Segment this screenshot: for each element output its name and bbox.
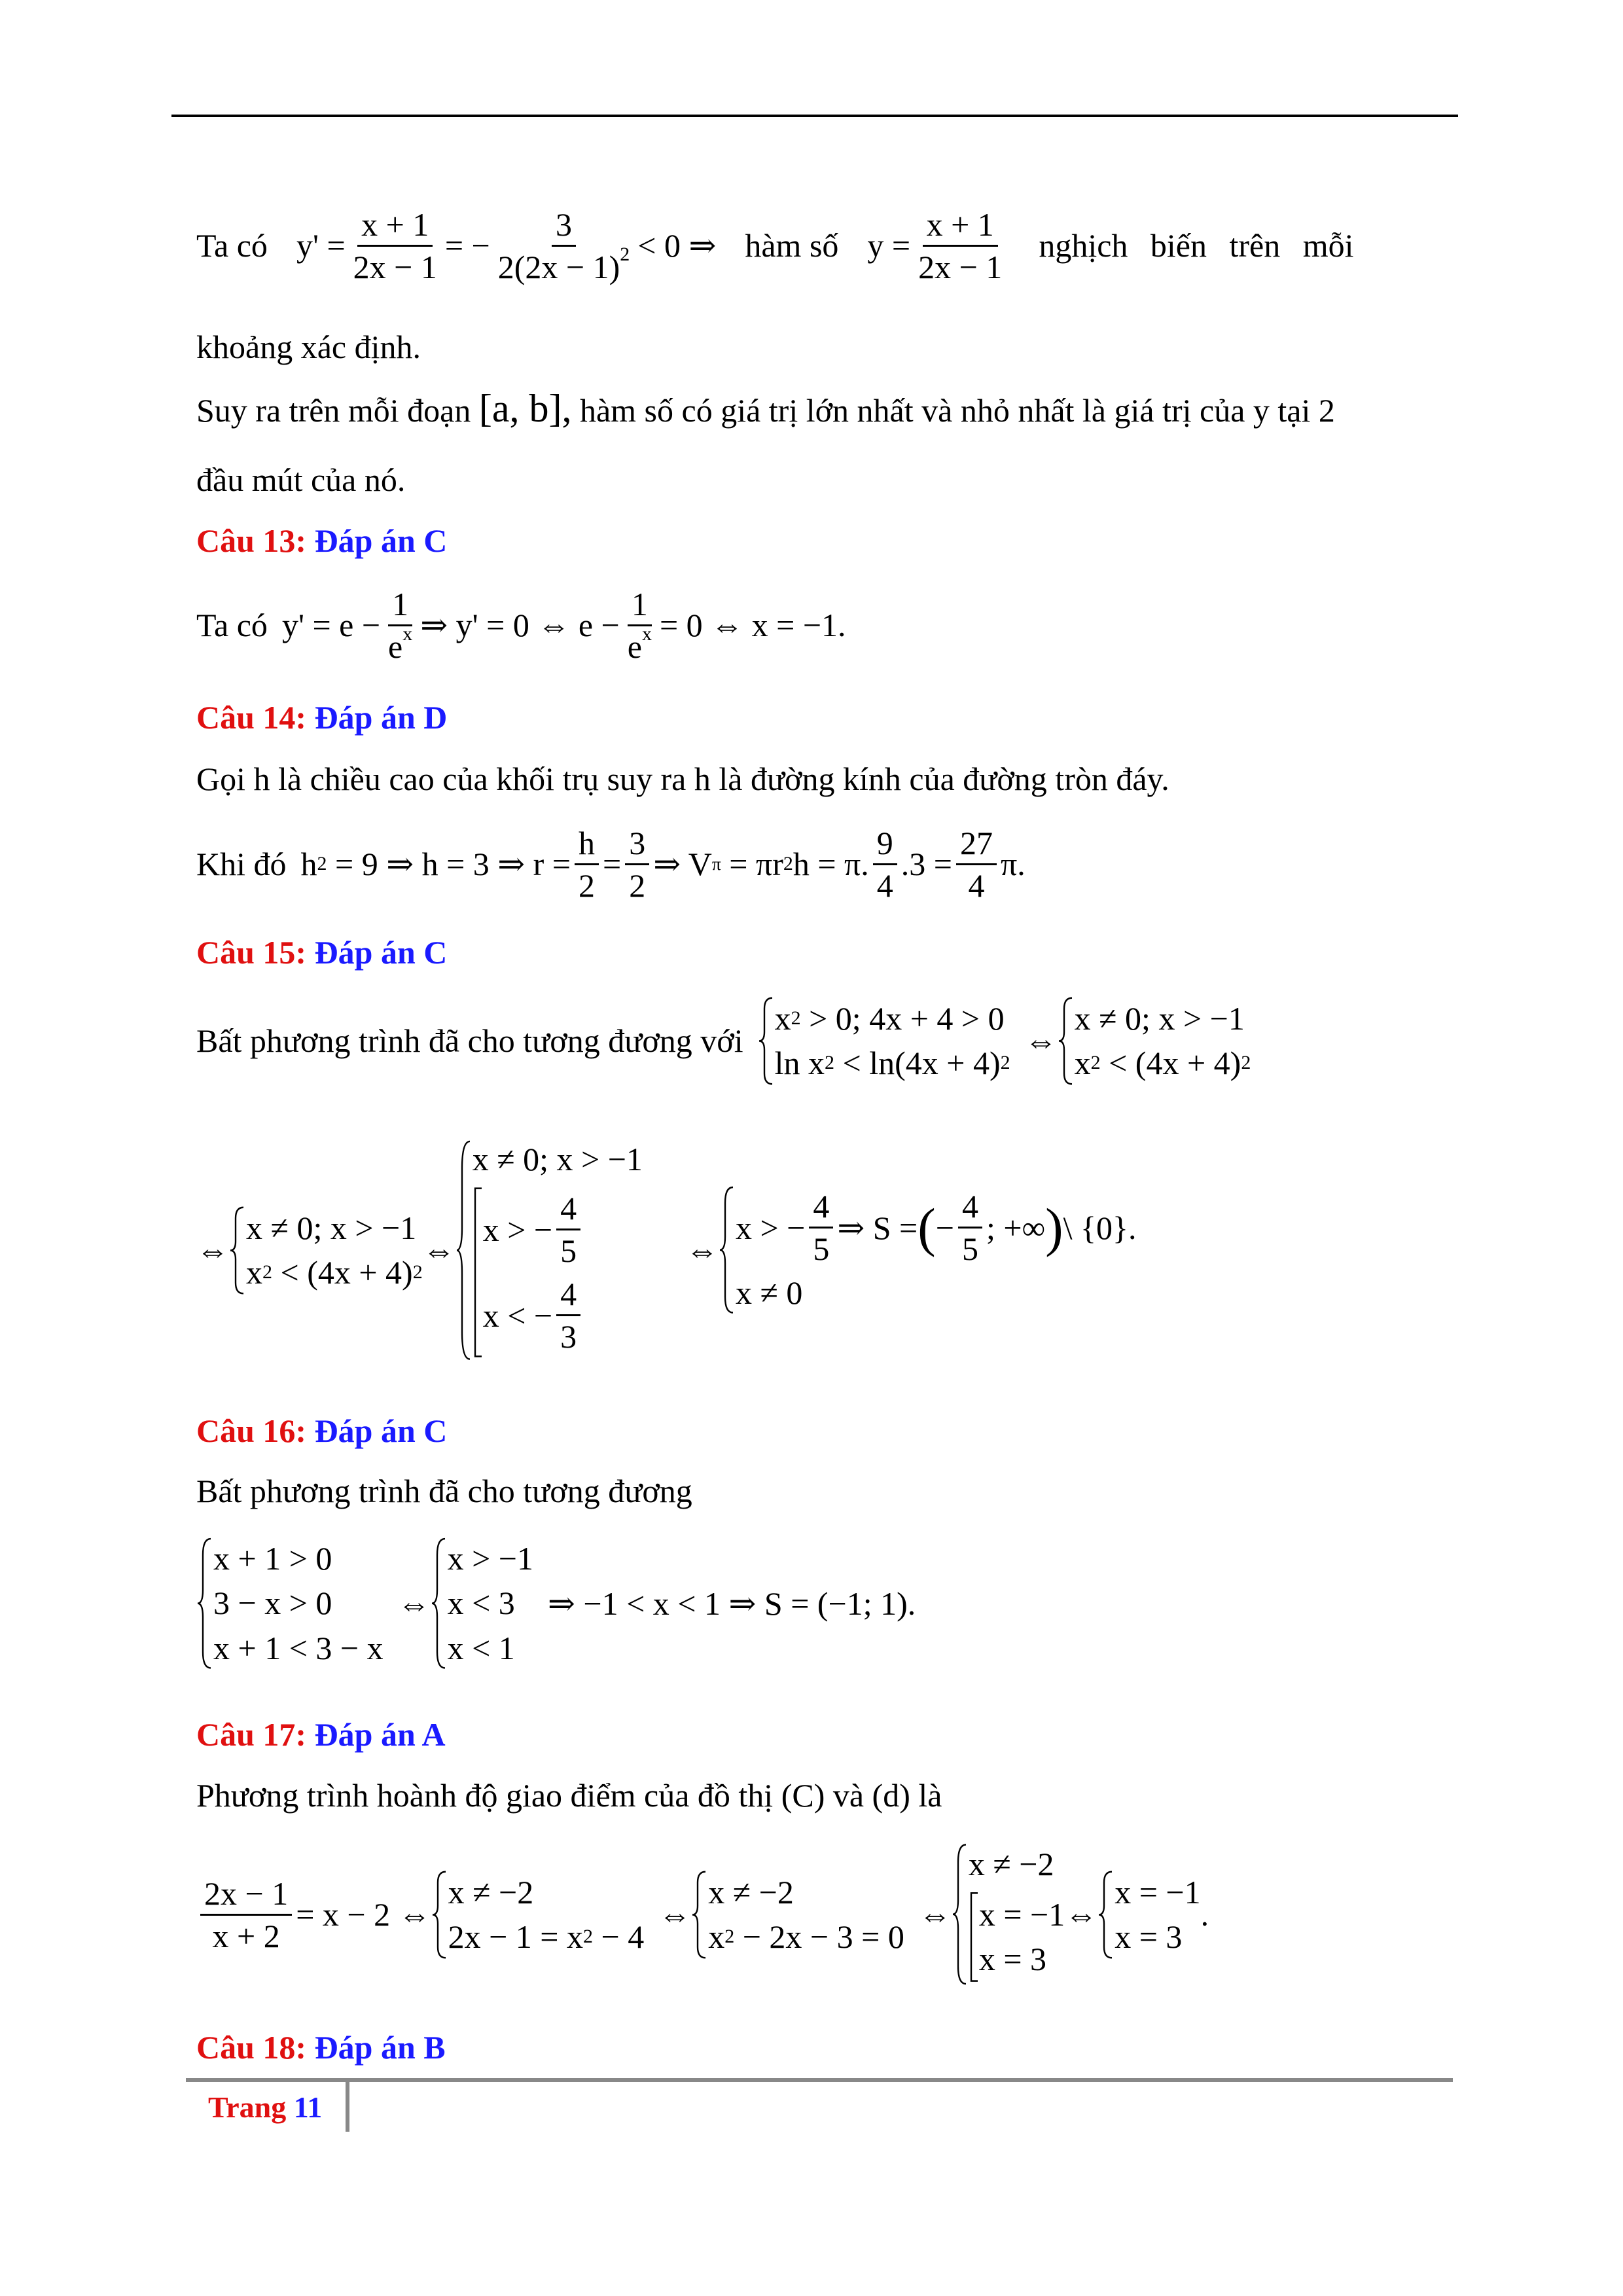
q15-system3: x ≠ 0; x > −1 x 2 < (4x + 4) 2 (229, 1206, 423, 1295)
q15-line1: Bất phương trình đã cho tương đương với x 2 > 0; 4x + 4 > 0 ln x 2 < ln(4x + 4) 2 ⇔ x ≠ 0; x > −1 x 2 < (4x + 4) 2 (196, 982, 1251, 1100)
q12-ta-co: Ta có (196, 227, 268, 264)
q17-heading: Câu 17: Đáp án A (196, 1716, 446, 1753)
q13-heading: Câu 13: Đáp án C (196, 522, 448, 559)
q14-line1: Gọi h là chiều cao của khối trụ suy ra h là đường kính của đường tròn đáy. (196, 761, 1169, 797)
q15-heading: Câu 15: Đáp án C (196, 934, 448, 971)
q17-system2: x ≠ −2 x 2 − 2x − 3 = 0 (691, 1870, 904, 1960)
footer-page-label: Trang 11 (208, 2090, 323, 2124)
header-rule (171, 115, 1458, 117)
q12-y-prime: y' = (296, 227, 346, 264)
footer-rule (186, 2078, 1453, 2082)
q15-system5: x > − $\frac{4}{5}$ ⇒ S = ( − $\frac{4}{5}$ ; +∞ ) \ {0}. x ≠ 0 (719, 1185, 1137, 1316)
q12-line4: đầu mút của nó. (196, 461, 406, 498)
q12-tail-text: nghịch biến trên mỗi (1039, 227, 1354, 264)
q16-heading: Câu 16: Đáp án C (196, 1412, 448, 1449)
q12-frac1: $\frac{x + 1}{2x - 1}$ (353, 206, 437, 285)
q12-line2: khoảng xác định. (196, 329, 421, 365)
q13-equation: Ta có y' = e − $\frac{1}{e^x}$ ⇒ y' = 0 ⇔ e − $\frac{1}{e^x}$ = 0 ⇔ x = −1. (196, 585, 846, 665)
q16-system2: x > −1 x < 3 x < 1 (431, 1536, 533, 1671)
q12-interval: [a, b], (478, 387, 572, 430)
q15-system1: x 2 > 0; 4x + 4 > 0 ln x 2 < ln(4x + 4) 2 (758, 996, 1010, 1086)
q17-intro: Phương trình hoành độ giao điểm của đồ thị (C) và (d) là (196, 1777, 942, 1814)
q14-heading: Câu 14: Đáp án D (196, 699, 448, 736)
q16-system1: x + 1 > 0 3 − x > 0 x + 1 < 3 − x (196, 1536, 383, 1671)
q15-system4: x ≠ 0; x > −1 x > − $\frac{4}{5}$ x < − $\frac{4}{3}$ (455, 1137, 643, 1364)
q17-system1: x ≠ −2 2x − 1 = x 2 − 4 (431, 1870, 645, 1960)
q12-y-eq: y = (867, 227, 911, 264)
q15-system2: x ≠ 0; x > −1 x 2 < (4x + 4) 2 (1058, 996, 1251, 1086)
q12-line3: Suy ra trên mỗi đoạn [a, b], hàm số có giá trị lớn nhất và nhỏ nhất là giá trị của y tại 2 (196, 387, 1335, 430)
q18-heading: Câu 18: Đáp án B (196, 2029, 446, 2066)
q12-frac2: $\frac{3}{2(2x - 1)^2}$ (497, 206, 630, 285)
q17-equation: $\frac{2x - 1}{x + 2}$ = x − 2 ⇔ x ≠ −2 2x − 1 = x 2 − 4 ⇔ x ≠ −2 x 2 − 2x − 3 = 0 ⇔ x ≠ −2 x = −1 x = 3 ⇔ x = −1 x = 3 . (196, 1829, 1209, 2000)
q12-lt0: < 0 ⇒ (637, 227, 717, 264)
q16-equation: x + 1 > 0 3 − x > 0 x + 1 < 3 − x ⇔ x > −1 x < 3 x < 1 ⇒ −1 < x < 1 ⇒ S = (−1; 1). (196, 1520, 916, 1687)
q14-equation: Khi đó h 2 = 9 ⇒ h = 3 ⇒ r = $\frac{h}{2}$ = $\frac{3}{2}$ ⇒ V π = πr 2 h = π. $\frac{9}{4}$ .3 = $\frac{27}{4}$ π. (196, 824, 1026, 904)
q12-derivative-line (196, 196, 1427, 295)
q12-ham-so: hàm số (745, 227, 839, 264)
q12-frac3: $\frac{x + 1}{2x - 1}$ (918, 206, 1003, 285)
q16-intro: Bất phương trình đã cho tương đương (196, 1473, 692, 1509)
q17-system3: x ≠ −2 x = −1 x = 3 (952, 1842, 1065, 1987)
footer-page-number: 11 (293, 2090, 323, 2124)
q12-eq-minus: = − (444, 227, 490, 264)
q15-line2: ⇔ x ≠ 0; x > −1 x 2 < (4x + 4) 2 ⇔ x ≠ 0; x > −1 x > − $\frac{4}{5}$ x < − $\frac{4}{3}$ ⇔ x > − $\frac{4}{5}$ ⇒ S = ( − $\frac{4}{5}$ ; +∞ ) \ {0}. x ≠ 0 (196, 1129, 1137, 1371)
footer-divider (346, 2082, 349, 2132)
q17-system4: x = −1 x = 3 (1097, 1870, 1200, 1960)
